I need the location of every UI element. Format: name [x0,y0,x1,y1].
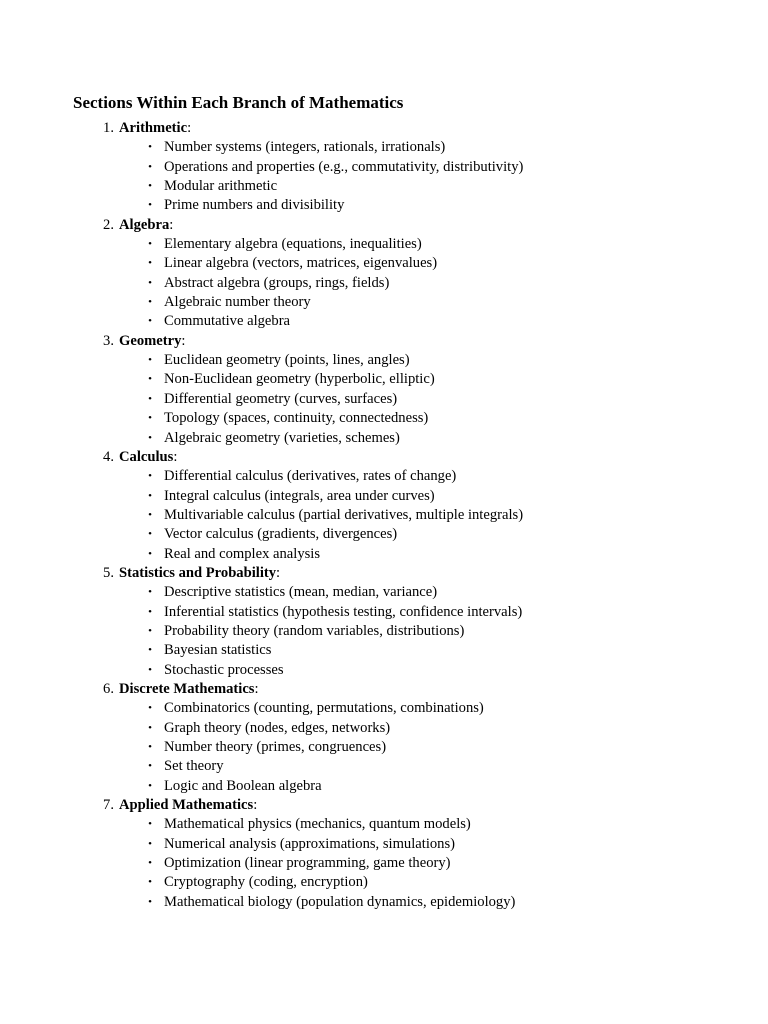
bullet-icon: • [148,392,152,405]
section-name: Calculus [119,448,174,465]
topic-item [0,719,523,738]
topic-item [0,815,523,834]
bullet-icon: • [148,315,152,328]
bullet-icon: • [148,624,152,637]
topic-text: Topology (spaces, continuity, connectedness) [164,410,429,427]
topic-text: Set theory [164,758,224,775]
bullet-icon: • [148,489,152,502]
topic-text: Real and complex analysis [164,545,321,562]
topic-item [0,622,523,641]
topic-list [0,815,523,912]
topic-item [0,583,523,602]
section-number: 6. [103,680,114,697]
section-heading [0,216,523,235]
topic-item [0,158,523,177]
bullet-icon: • [148,373,152,386]
section-heading [0,119,523,138]
topic-text: Modular arithmetic [164,178,278,195]
topic-text: Differential geometry (curves, surfaces) [164,390,398,407]
topic-item [0,525,523,544]
bullet-icon: • [148,702,152,715]
topic-text: Graph theory (nodes, edges, networks) [164,719,391,736]
topic-item [0,467,523,486]
topic-text: Operations and properties (e.g., commutativity, distributivity) [164,158,524,175]
bullet-icon: • [148,857,152,870]
bullet-icon: • [148,721,152,734]
section-number: 4. [103,448,114,465]
bullet-icon: • [148,412,152,425]
topic-item [0,873,523,892]
section-colon: : [181,332,186,349]
section-heading [0,796,523,815]
bullet-icon: • [148,141,152,154]
topic-item [0,293,523,312]
topic-item [0,254,523,273]
topic-text: Prime numbers and divisibility [164,197,345,214]
section-name: Applied Mathematics [119,797,254,814]
bullet-icon: • [148,663,152,676]
bullet-icon: • [148,586,152,599]
section-colon: : [187,120,192,136]
section-item [0,448,523,564]
topic-list [0,138,523,215]
bullet-icon: • [148,741,152,753]
topic-text: Logic and Boolean algebra [164,777,322,794]
topic-item [0,351,523,370]
topic-list [0,467,523,564]
topic-list [0,699,523,796]
topic-text: Euclidean geometry (points, lines, angles) [164,352,410,369]
bullet-icon: • [148,276,152,289]
topic-item [0,409,523,428]
topic-text: Descriptive statistics (mean, median, variance) [164,584,438,601]
bullet-icon: • [148,470,152,483]
topic-item [0,312,523,331]
topic-text: Algebraic number theory [164,294,311,311]
sections-list [0,119,523,912]
topic-item [0,196,523,215]
section-number: 2. [103,216,114,233]
section-item [0,119,523,216]
section-heading [0,332,523,351]
bullet-icon: • [148,528,152,541]
topic-item [0,370,523,389]
topic-text: Number theory (primes, congruences) [164,739,387,755]
topic-text: Algebraic geometry (varieties, schemes) [164,429,400,446]
section-colon: : [254,680,259,697]
section-heading [0,680,523,699]
topic-text: Numerical analysis (approximations, simulations) [164,835,456,852]
bullet-icon: • [148,257,152,270]
topic-text: Combinatorics (counting, permutations, combinations) [164,700,484,717]
section-colon: : [173,448,178,465]
topic-item [0,738,523,757]
section-item [0,564,523,680]
section-number: 1. [103,120,114,136]
topic-item [0,757,523,776]
bullet-icon: • [148,644,152,657]
section-item [0,216,523,332]
topic-item [0,893,523,912]
topic-text: Number systems (integers, rationals, irrationals) [164,139,446,156]
bullet-icon: • [148,354,152,367]
bullet-icon: • [148,508,152,521]
bullet-icon: • [148,296,152,309]
section-item [0,332,523,448]
topic-item [0,661,523,680]
bullet-icon: • [148,818,152,831]
section-colon: : [253,797,258,814]
topic-text: Differential calculus (derivatives, rates of change) [164,468,457,485]
topic-text: Probability theory (random variables, distributions) [164,622,465,639]
section-name: Arithmetic [119,120,188,136]
topic-item [0,429,523,448]
bullet-icon: • [148,238,152,251]
section-heading [0,564,523,583]
section-colon: : [276,564,281,581]
bullet-icon: • [148,837,152,850]
topic-text: Integral calculus (integrals, area under curves) [164,487,435,504]
topic-list [0,235,523,332]
topic-item [0,235,523,254]
topic-text: Mathematical physics (mechanics, quantum models) [164,816,471,833]
topic-item [0,138,523,157]
bullet-icon: • [148,876,152,889]
topic-item [0,835,523,854]
topic-item [0,390,523,409]
page-title: Sections Within Each Branch of Mathematics [73,93,404,112]
topic-item [0,854,523,873]
topic-list [0,351,523,448]
topic-item [0,506,523,525]
section-number: 3. [103,332,114,349]
topic-item [0,545,523,564]
section-number: 7. [103,797,114,814]
section-name: Discrete Mathematics [119,680,255,697]
topic-list [0,583,523,680]
topic-text: Mathematical biology (population dynamics, epidemiology) [164,893,516,910]
bullet-icon: • [148,547,152,560]
section-item [0,680,523,796]
bullet-icon: • [148,760,152,773]
topic-item [0,603,523,622]
topic-text: Multivariable calculus (partial derivatives, multiple integrals) [164,506,524,523]
topic-item [0,699,523,718]
bullet-icon: • [148,180,152,193]
topic-text: Vector calculus (gradients, divergences) [164,526,398,543]
topic-item [0,777,523,796]
bullet-icon: • [148,199,152,212]
bullet-icon: • [148,605,152,618]
topic-text: Elementary algebra (equations, inequalities) [164,236,422,253]
topic-item [0,177,523,196]
topic-text: Inferential statistics (hypothesis testing, confidence intervals) [164,603,523,620]
topic-item [0,274,523,293]
topic-text: Linear algebra (vectors, matrices, eigenvalues) [164,255,438,272]
topic-text: Stochastic processes [164,661,284,678]
bullet-icon: • [148,895,152,908]
topic-text: Optimization (linear programming, game theory) [164,855,451,872]
bullet-icon: • [148,160,152,173]
section-name: Statistics and Probability [119,564,277,581]
topic-text: Commutative algebra [164,313,291,330]
section-name: Geometry [119,332,182,349]
topic-text: Non-Euclidean geometry (hyperbolic, elliptic) [164,371,435,388]
section-item [0,796,523,912]
topic-item [0,641,523,660]
topic-text: Abstract algebra (groups, rings, fields) [164,274,390,291]
bullet-icon: • [148,779,152,792]
section-number: 5. [103,564,114,581]
bullet-icon: • [148,431,152,444]
topic-text: Bayesian statistics [164,642,272,659]
topic-item [0,487,523,506]
section-heading [0,448,523,467]
section-colon: : [169,216,174,233]
section-name: Algebra [119,216,170,233]
topic-text: Cryptography (coding, encryption) [164,874,368,891]
